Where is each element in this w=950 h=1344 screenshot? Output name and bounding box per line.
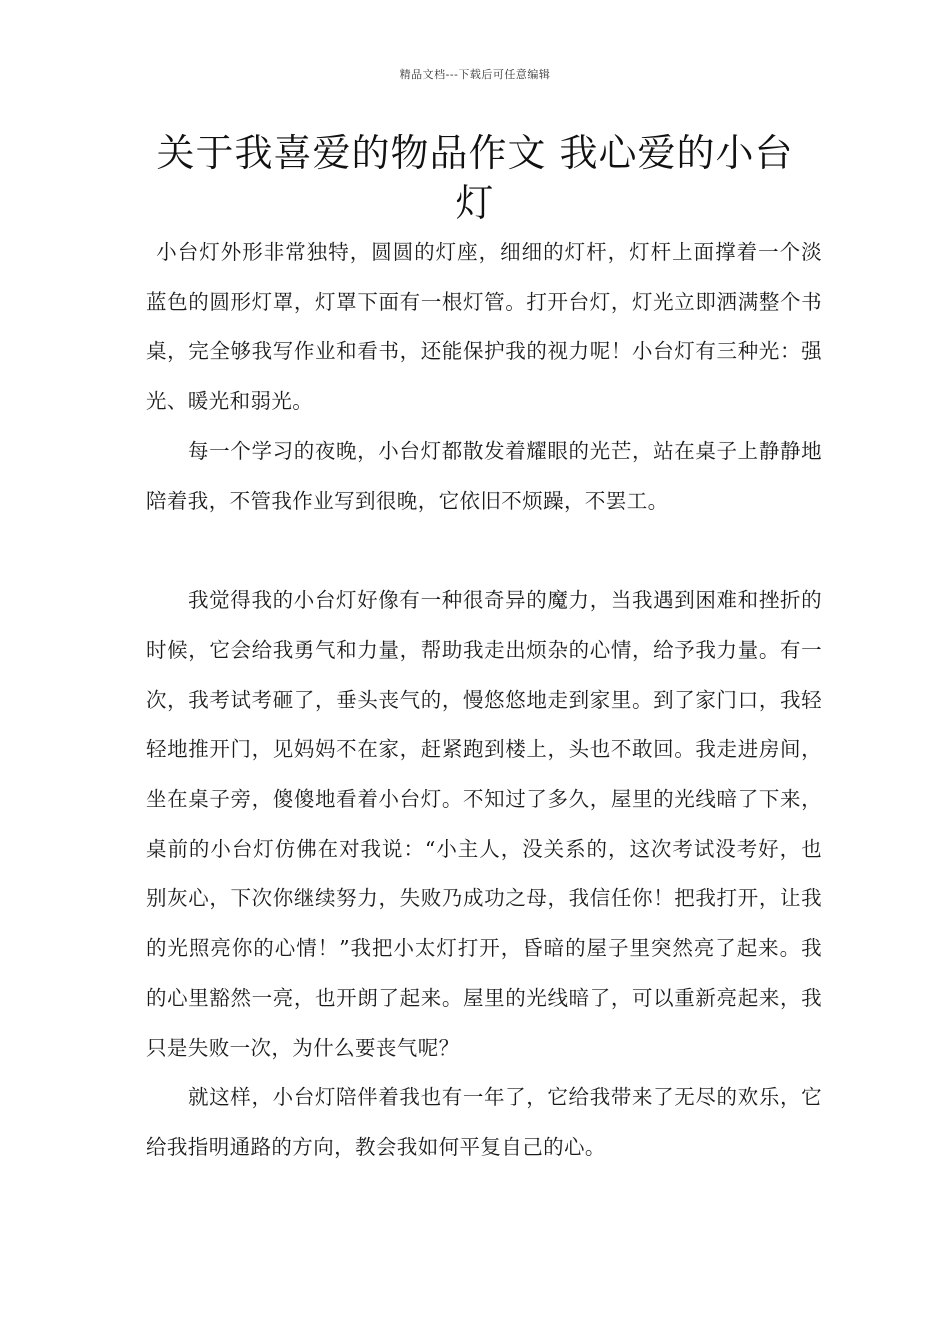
paragraph-4: 就这样，小台灯陪伴着我也有一年了，它给我带来了无尽的欢乐，它给我指明通路的方向，教会我如何平复自己的心。 [146, 1085, 822, 1159]
paragraph-2: 每一个学习的夜晚，小台灯都散发着耀眼的光芒，站在桌子上静静地陪着我，不管我作业写到很晚，它依旧不烦躁，不罢工。 [146, 438, 822, 513]
document-title: 关于我喜爱的物品作文 我心爱的小台灯 [156, 131, 794, 225]
header-note: 精品文档---下载后可任意编辑 [399, 68, 551, 81]
paragraph-1: 小台灯外形非常独特，圆圆的灯座，细细的灯杆，灯杆上面撑着一个淡蓝色的圆形灯罩，灯罩下面有一根灯管。打开台灯，灯光立即洒满整个书桌，完全够我写作业和看书，还能保护我的视力呢！小台灯有三种光：强光、暖光和弱光。 [146, 240, 822, 414]
document-body [146, 228, 822, 1173]
paragraph-3: 我觉得我的小台灯好像有一种很奇异的魔力，当我遇到困难和挫折的时候，它会给我勇气和力量，帮助我走出烦杂的心情，给予我力量。有一次，我考试考砸了，垂头丧气的，慢悠悠地走到家里。到了家门口，我轻轻地推开门，见妈妈不在家，赶紧跑到楼上，头也不敢回。我走进房间，坐在桌子旁，傻傻地看着小台灯。不知过了多久，屋里的光线暗了下来，桌前的小台灯仿佛在对我说：“小主人，没关系的，这次考试没考好，也别灰心，下次你继续努力，失败乃成功之母，我信任你！把我打开，让我的光照亮你的心情！”我把小太灯打开，昏暗的屋子里突然亮了起来。我的心里豁然一亮，也开朗了起来。屋里的光线暗了，可以重新亮起来，我只是失败一次，为什么要丧气呢？ [146, 588, 822, 1060]
